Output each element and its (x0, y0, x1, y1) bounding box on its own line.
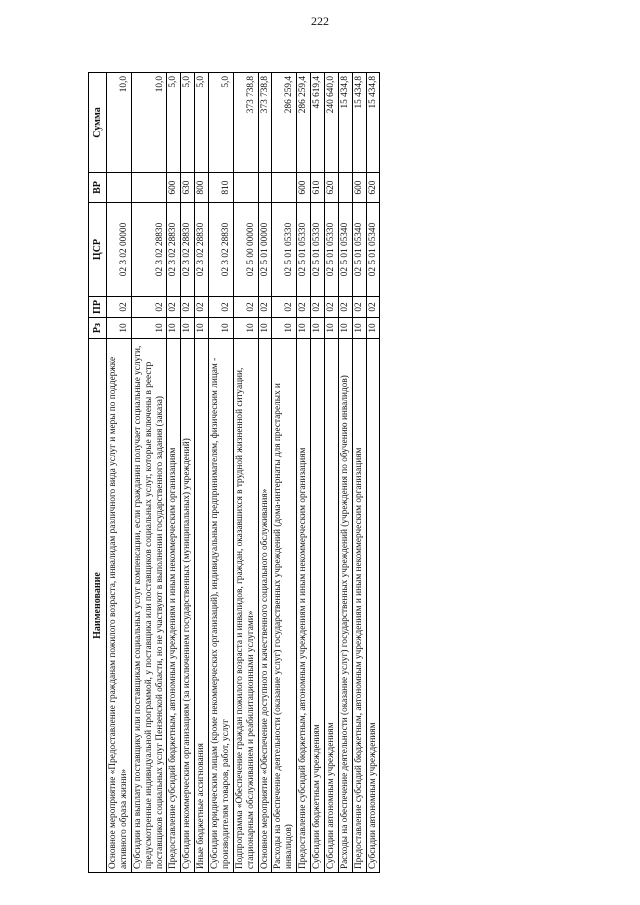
row-name: Основное мероприятие «Обеспечение доступного и качественного социального обслуживания» (258, 339, 272, 873)
row-vr: 800 (195, 173, 209, 203)
row-csr: 02 3 02 28830 (167, 203, 181, 297)
table-row (297, 73, 311, 873)
header-rz: Рз (89, 318, 107, 339)
table-row (107, 73, 132, 873)
table-row (131, 73, 167, 873)
row-sum: 10,0 (131, 73, 167, 173)
row-csr: 02 5 01 05340 (366, 203, 380, 297)
table-header-row (89, 73, 107, 873)
row-pr: 02 (366, 297, 380, 318)
row-pr: 02 (324, 297, 338, 318)
row-rz: 10 (324, 318, 338, 339)
row-pr: 02 (181, 297, 195, 318)
header-vr: ВР (89, 173, 107, 203)
row-rz: 10 (233, 318, 258, 339)
row-csr: 02 5 01 05330 (311, 203, 325, 297)
header-csr: ЦСР (89, 203, 107, 297)
row-rz: 10 (181, 318, 195, 339)
row-rz: 10 (272, 318, 297, 339)
row-name: Субсидии автономным учреждениям (324, 339, 338, 873)
row-vr: 600 (352, 173, 366, 203)
row-vr: 620 (366, 173, 380, 203)
row-name: Субсидии некоммерческим организациям (за исключением государственных (муниципальных) учреждений) (181, 339, 195, 873)
page-number: 222 (311, 14, 329, 28)
row-rz: 10 (297, 318, 311, 339)
row-name: Субсидии бюджетным учреждениям (311, 339, 325, 873)
table-row (352, 73, 366, 873)
row-sum: 15 434,8 (352, 73, 366, 173)
row-rz: 10 (195, 318, 209, 339)
table-row (233, 73, 258, 873)
row-sum: 5,0 (167, 73, 181, 173)
table-row (272, 73, 297, 873)
row-vr (338, 173, 352, 203)
row-sum: 15 434,8 (366, 73, 380, 173)
row-csr: 02 3 02 28830 (181, 203, 195, 297)
row-vr (233, 173, 258, 203)
table-row (258, 73, 272, 873)
row-pr: 02 (167, 297, 181, 318)
row-csr: 02 5 01 05330 (324, 203, 338, 297)
row-csr: 02 3 02 28830 (131, 203, 167, 297)
row-vr: 600 (297, 173, 311, 203)
row-vr (131, 173, 167, 203)
row-name: Субсидии юридическим лицам (кроме некоммерческих организаций), индивидуальным предпринимателям, физическим лицам - производителям товаров, работ, услуг (209, 339, 234, 873)
row-rz: 10 (258, 318, 272, 339)
row-sum: 286 259,4 (297, 73, 311, 173)
row-rz: 10 (338, 318, 352, 339)
row-vr: 630 (181, 173, 195, 203)
row-vr: 600 (167, 173, 181, 203)
row-csr: 02 5 01 05330 (297, 203, 311, 297)
row-csr: 02 5 01 05340 (338, 203, 352, 297)
row-rz: 10 (107, 318, 132, 339)
row-name: Субсидии автономным учреждениям (366, 339, 380, 873)
row-name: Предоставление субсидий бюджетным, автономным учреждениям и иным некоммерческим организациям (352, 339, 366, 873)
header-name: Наименование (89, 339, 107, 873)
row-pr: 02 (233, 297, 258, 318)
row-sum: 5,0 (209, 73, 234, 173)
row-pr: 02 (258, 297, 272, 318)
table-row (311, 73, 325, 873)
row-pr: 02 (352, 297, 366, 318)
table-row (324, 73, 338, 873)
row-csr: 02 5 00 00000 (233, 203, 258, 297)
row-name: Субсидии на выплату поставщику или поставщикам социальных услуг компенсации, если гражданин получает социальные услуги, предусмотренные индивидуальной программой, у поставщика или поставщиков социальных услуг, которые включены в реестр поставщиков социальных услуг Пензенской области, но не участвуют в выполнении государственного задания (заказа) (131, 339, 167, 873)
row-rz: 10 (366, 318, 380, 339)
row-pr: 02 (131, 297, 167, 318)
row-pr: 02 (195, 297, 209, 318)
row-sum: 15 434,8 (338, 73, 352, 173)
row-name: Предоставление субсидий бюджетным, автономным учреждениям и иным некоммерческим организациям (167, 339, 181, 873)
table-row (167, 73, 181, 873)
row-sum: 373 738,8 (233, 73, 258, 173)
row-name: Расходы на обеспечение деятельности (оказание услуг) государственных учреждений (учреждения по обучению инвалидов) (338, 339, 352, 873)
row-sum: 286 259,4 (272, 73, 297, 173)
row-pr: 02 (297, 297, 311, 318)
row-sum: 240 640,0 (324, 73, 338, 173)
row-vr: 620 (324, 173, 338, 203)
row-csr: 02 3 02 00000 (107, 203, 132, 297)
row-sum: 45 619,4 (311, 73, 325, 173)
table-row (209, 73, 234, 873)
row-csr: 02 5 01 00000 (258, 203, 272, 297)
row-vr: 810 (209, 173, 234, 203)
row-name: Основное мероприятие «Предоставление гражданам пожилого возраста, инвалидам различного вида услуг и меры по поддержке активного образа жизни» (107, 339, 132, 873)
row-pr: 02 (338, 297, 352, 318)
rotated-table-container (88, 73, 563, 873)
row-rz: 10 (167, 318, 181, 339)
row-rz: 10 (209, 318, 234, 339)
row-csr: 02 5 01 05330 (272, 203, 297, 297)
row-vr (107, 173, 132, 203)
row-csr: 02 5 01 05340 (352, 203, 366, 297)
table-row (195, 73, 209, 873)
budget-table (88, 72, 380, 873)
row-pr: 02 (107, 297, 132, 318)
row-rz: 10 (131, 318, 167, 339)
row-vr (272, 173, 297, 203)
row-pr: 02 (311, 297, 325, 318)
row-name: Расходы на обеспечение деятельности (оказание услуг) государственных учреждений (дома-интернаты для престарелых и инвалидов) (272, 339, 297, 873)
row-sum: 10,0 (107, 73, 132, 173)
row-pr: 02 (209, 297, 234, 318)
table-row (338, 73, 352, 873)
row-vr: 610 (311, 173, 325, 203)
row-sum: 5,0 (195, 73, 209, 173)
row-rz: 10 (352, 318, 366, 339)
table-row (181, 73, 195, 873)
row-vr (258, 173, 272, 203)
row-name: Подпрограмма «Обеспечение граждан пожилого возраста и инвалидов, граждан, оказавшихся в трудной жизненной ситуации, стационарным обслуживанием и реабилитационными услугами» (233, 339, 258, 873)
row-pr: 02 (272, 297, 297, 318)
header-pr: ПР (89, 297, 107, 318)
row-csr: 02 3 02 28830 (195, 203, 209, 297)
row-sum: 373 738,8 (258, 73, 272, 173)
header-sum: Сумма (89, 73, 107, 173)
row-rz: 10 (311, 318, 325, 339)
row-name: Иные бюджетные ассигнования (195, 339, 209, 873)
row-name: Предоставление субсидий бюджетным, автономным учреждениям и иным некоммерческим организациям (297, 339, 311, 873)
row-csr: 02 3 02 28830 (209, 203, 234, 297)
table-row (366, 73, 380, 873)
row-sum: 5,0 (181, 73, 195, 173)
